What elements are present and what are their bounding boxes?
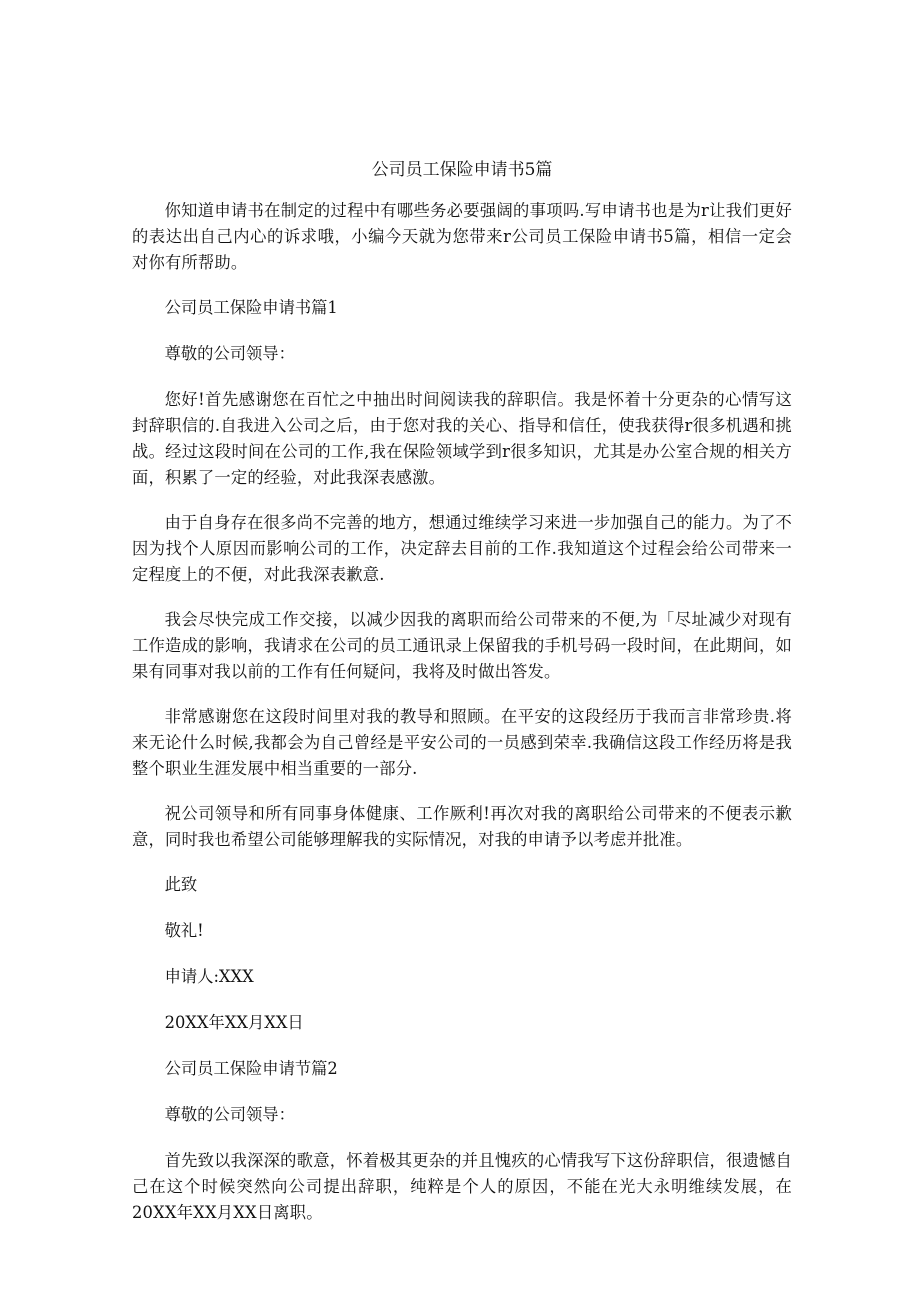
section1-salutation: 尊敬的公司领导： [164, 344, 295, 363]
section1-paragraph-4: 非常感谢您在这段时间里对我的教导和照顾。在平安的这段经历于我而言非常珍贵.将来无论什么时候,我都会为自己曾经是平安公司的一员感到荣幸.我确信这段工作经历将是我整个职业生涯发展中相当重要的一部分. [132, 707, 792, 778]
section1-paragraph-1: 您好!首先感谢您在百忙之中抽出时间阅读我的辞职信。我是怀着十分更杂的心情写这封辞职信的.自我进入公司之后，由于您对我的关心、指导和信任，使我获得r很多机遇和挑战。经过这段时间在公司的工作,我在保险领域学到r很多知识，尤其是办公室合规的相关方面，积累了一定的经验，对此我深表感激。 [132, 390, 792, 487]
document-title: 公司员工保险申请书5篇 [371, 160, 553, 180]
signature-date: 20XX年XX月XX日 [164, 1013, 304, 1032]
section2-heading: 公司员工保险申请节篇2 [164, 1059, 338, 1078]
section1-paragraph-2: 由于自身存在很多尚不完善的地方，想通过维续学习来进一步加强自己的能力。为了不因为找个人原因而影响公司的工作，决定辞去目前的工作.我知道这个过程会给公司带来一定程度上的不便，对此我深表歉意. [132, 513, 792, 584]
section2-paragraph-1: 首先致以我深深的歌意，怀着极其更杂的并且愧疚的心情我写下这份辞职信，很遗憾自己在这个时候突然向公司提出辞职，纯粹是个人的原因，不能在光大永明维续发展，在20XX年XX月XX日离职。 [132, 1151, 792, 1222]
section2-salutation: 尊敬的公司领导： [164, 1105, 295, 1124]
applicant-name: 申请人:XXX [164, 967, 254, 986]
section1-heading: 公司员工保险申请书篇1 [164, 298, 338, 317]
closing-salute: 敬礼! [164, 921, 204, 940]
section1-paragraph-5: 祝公司领导和所有同事身体健康、工作厥利!再次对我的离职给公司带来的不便表示歉意，同时我也希望公司能够理解我的实际情况，对我的申请予以考虑并批准。 [132, 804, 792, 849]
intro-paragraph: 你知道申请书在制定的过程中有哪些务必要强阔的事项吗.写申请书也是为r让我们更好的表达出自己内心的诉求哦，小编今天就为您带来r公司员工保险申请书5篇，相信一定会对你有所帮助。 [132, 201, 792, 272]
closing-regards: 此致 [164, 875, 198, 894]
document-page [132, 156, 792, 1245]
section1-paragraph-3: 我会尽快完成工作交接，以减少因我的离职而给公司带来的不便,为「尽址减少对现有工作造成的影响，我请求在公司的员工通讯录上保留我的手机号码一段时间，在此期间，如果有同事对我以前的工作有任何疑问，我将及时做出答发。 [132, 610, 792, 681]
